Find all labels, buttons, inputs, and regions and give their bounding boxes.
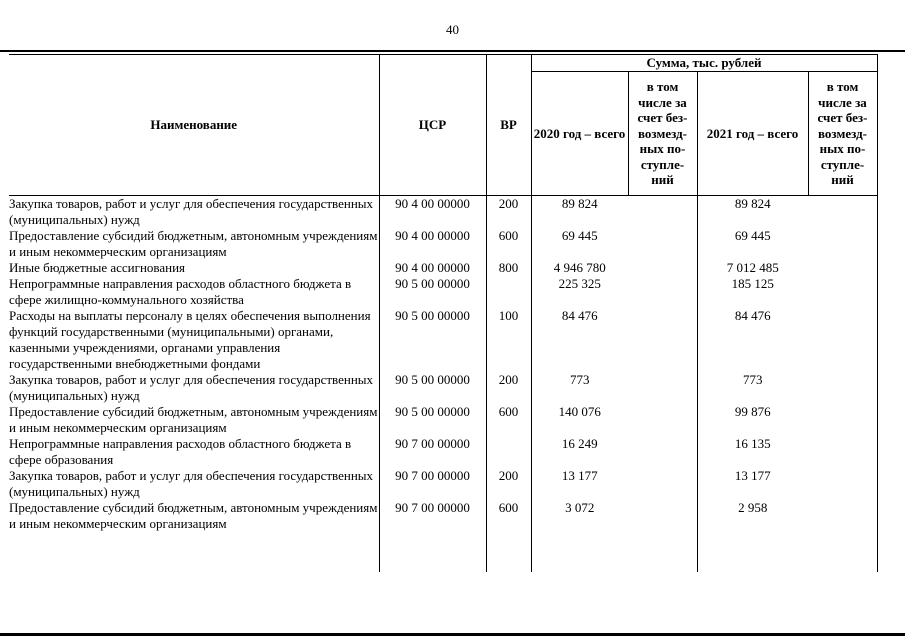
- cell-csr: 90 4 00 00000: [379, 228, 486, 260]
- spacer-cell: [9, 532, 379, 572]
- cell-name: Предоставление субсидий бюджетным, автономным учреждениям и иным некоммерческим организациям: [9, 500, 378, 531]
- cell-2021-total: 13 177: [734, 468, 771, 483]
- table-row: [9, 196, 877, 229]
- cell-2021-total: 773: [743, 372, 763, 387]
- cell-2020-total: 16 249: [561, 436, 598, 451]
- spacer-cell: [486, 532, 531, 572]
- header-vr: ВР: [486, 55, 531, 196]
- cell-2021-incl: [808, 196, 877, 229]
- cell-name: Предоставление субсидий бюджетным, автономным учреждениям и иным некоммерческим организациям: [9, 404, 378, 435]
- table-row: [9, 260, 877, 276]
- header-2020-total: 2020 год – всего: [531, 72, 628, 196]
- cell-2020-total: 13 177: [561, 468, 598, 483]
- header-name: Наименование: [9, 55, 379, 196]
- cell-2021-incl: [808, 500, 877, 532]
- top-rule: [0, 50, 905, 52]
- table-row: [9, 500, 877, 532]
- cell-2021-incl: [808, 372, 877, 404]
- cell-2021-total: 69 445: [734, 228, 771, 243]
- cell-2020-total: 84 476: [561, 308, 598, 323]
- cell-csr: 90 5 00 00000: [379, 276, 486, 308]
- table-spacer-row: [9, 532, 877, 572]
- cell-2020-incl: [628, 196, 697, 229]
- cell-csr: 90 7 00 00000: [379, 500, 486, 532]
- table-row: [9, 308, 877, 372]
- cell-vr: 800: [486, 260, 531, 276]
- spacer-cell: [697, 532, 808, 572]
- cell-2020-incl: [628, 276, 697, 308]
- cell-name: Предоставление субсидий бюджетным, автономным учреждениям и иным некоммерческим организациям: [9, 228, 378, 259]
- cell-name: Закупка товаров, работ и услуг для обеспечения государственных (муниципальных) нужд: [9, 196, 379, 229]
- page-number: 40: [446, 22, 459, 37]
- cell-csr: 90 5 00 00000: [379, 404, 486, 436]
- cell-csr: 90 7 00 00000: [379, 468, 486, 500]
- cell-vr: 600: [486, 404, 531, 436]
- cell-2021-incl: [808, 436, 877, 468]
- spacer-cell: [628, 532, 697, 572]
- cell-2021-incl: [808, 228, 877, 260]
- cell-2020-incl: [628, 260, 697, 276]
- table-row: [9, 276, 877, 308]
- cell-vr: 100: [486, 308, 531, 372]
- cell-vr: 200: [486, 468, 531, 500]
- cell-name: Закупка товаров, работ и услуг для обеспечения государственных (муниципальных) нужд: [9, 468, 379, 500]
- cell-csr: 90 7 00 00000: [379, 436, 486, 468]
- table-row: [9, 436, 877, 468]
- cell-2020-total: 225 325: [558, 276, 601, 291]
- cell-name: Непрограммные направления расходов областного бюджета в сфере жилищно-коммунального хозяйства: [9, 276, 379, 308]
- header-csr: ЦСР: [379, 55, 486, 196]
- cell-2020-incl: [628, 372, 697, 404]
- cell-2021-total: 99 876: [734, 404, 771, 419]
- bottom-rule: [0, 633, 905, 636]
- cell-2020-incl: [628, 404, 697, 436]
- cell-2021-incl: [808, 308, 877, 372]
- cell-2021-total: 2 958: [738, 500, 768, 515]
- cell-2021-total: 89 824: [734, 196, 771, 211]
- header-sum-group: Сумма, тыс. рублей: [531, 55, 877, 72]
- cell-2020-total: 3 072: [565, 500, 595, 515]
- header-2021-total: 2021 год – всего: [697, 72, 808, 196]
- cell-vr: 200: [486, 196, 531, 229]
- spacer-cell: [379, 532, 486, 572]
- cell-2020-incl: [628, 436, 697, 468]
- spacer-cell: [808, 532, 877, 572]
- budget-table: [9, 54, 878, 572]
- cell-2020-total: 89 824: [561, 196, 598, 211]
- cell-csr: 90 4 00 00000: [379, 196, 486, 229]
- cell-2021-total: 7 012 485: [726, 260, 779, 275]
- cell-name: Иные бюджетные ассигнования: [9, 260, 379, 276]
- cell-2020-total: 140 076: [558, 404, 601, 419]
- cell-name: Расходы на выплаты персоналу в целях обеспечения выполнения функций государственными (муниципальными) органами, казенными учреждениями, органами управления государственными внебюджетными фондами: [9, 308, 379, 372]
- header-2021-incl: в том числе за счет без-возмезд-ных по-ступле-ний: [808, 72, 877, 196]
- table-row: [9, 228, 877, 260]
- cell-2021-total: 16 135: [734, 436, 771, 451]
- cell-2021-total: 185 125: [731, 276, 774, 291]
- cell-2021-total: 84 476: [734, 308, 771, 323]
- cell-name: Закупка товаров, работ и услуг для обеспечения государственных (муниципальных) нужд: [9, 372, 379, 404]
- table-row: [9, 404, 877, 436]
- cell-2021-incl: [808, 404, 877, 436]
- table-body: [9, 196, 877, 573]
- cell-vr: [486, 436, 531, 468]
- table-header: [9, 55, 877, 196]
- cell-2021-incl: [808, 260, 877, 276]
- cell-2020-incl: [628, 308, 697, 372]
- cell-vr: [486, 276, 531, 308]
- cell-2020-incl: [628, 468, 697, 500]
- cell-2021-incl: [808, 276, 877, 308]
- cell-csr: 90 5 00 00000: [379, 372, 486, 404]
- table-row: [9, 468, 877, 500]
- cell-csr: 90 5 00 00000: [379, 308, 486, 372]
- header-2020-incl: в том числе за счет без-возмезд-ных по-ступле-ний: [628, 72, 697, 196]
- cell-2020-incl: [628, 228, 697, 260]
- cell-2020-total: 69 445: [561, 228, 598, 243]
- cell-2021-incl: [808, 468, 877, 500]
- cell-csr: 90 4 00 00000: [379, 260, 486, 276]
- cell-vr: 600: [486, 228, 531, 260]
- spacer-cell: [531, 532, 628, 572]
- cell-2020-total: 4 946 780: [553, 260, 606, 275]
- cell-vr: 600: [486, 500, 531, 532]
- cell-2020-total: 773: [570, 372, 590, 387]
- cell-vr: 200: [486, 372, 531, 404]
- cell-2020-incl: [628, 500, 697, 532]
- table-row: [9, 372, 877, 404]
- cell-name: Непрограммные направления расходов областного бюджета в сфере образования: [9, 436, 379, 468]
